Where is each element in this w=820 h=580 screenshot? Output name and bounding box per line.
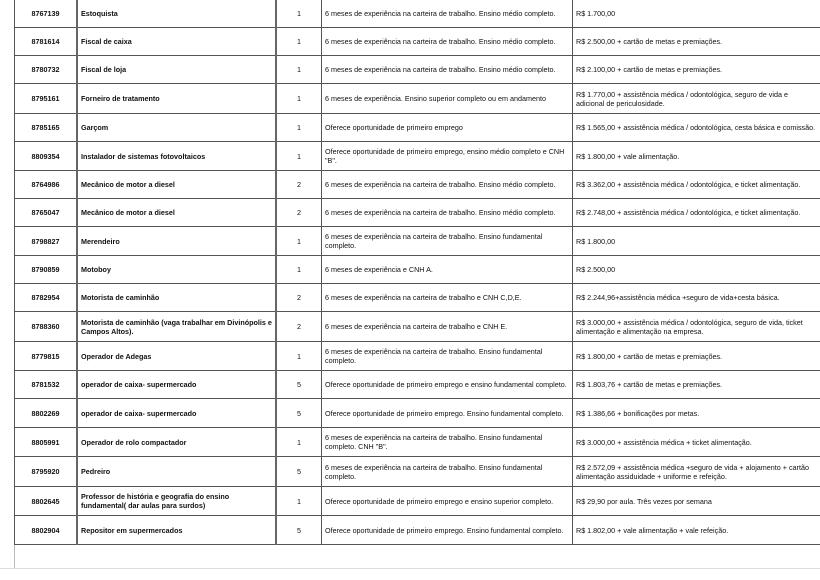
left-margin <box>0 0 15 568</box>
requirements: 6 meses de experiência na carteira de trabalho. Ensino médio completo. <box>322 171 573 199</box>
job-title: Mecânico de motor a diesel <box>77 199 276 227</box>
job-code: 8809354 <box>15 142 78 171</box>
salary-benefits: R$ 1.700,00 <box>573 0 820 28</box>
job-title: Estoquista <box>77 0 276 28</box>
requirements: Oferece oportunidade de primeiro emprego, ensino médio completo e CNH "B". <box>322 142 573 171</box>
vacancy-count: 1 <box>276 0 322 28</box>
salary-benefits: R$ 2.244,96+assistência médica +seguro de vida+cesta básica. <box>573 284 820 312</box>
vacancy-count: 1 <box>276 487 322 516</box>
table-row <box>15 256 820 284</box>
requirements: Oferece oportunidade de primeiro emprego. Ensino fundamental completo. <box>322 516 573 545</box>
table-row <box>15 284 820 312</box>
job-code: 8788360 <box>15 312 78 342</box>
job-code: 8795161 <box>15 84 78 114</box>
requirements: Oferece oportunidade de primeiro emprego e ensino fundamental completo. <box>322 371 573 399</box>
salary-benefits: R$ 2.100,00 + cartão de metas e premiações. <box>573 56 820 84</box>
requirements: 6 meses de experiência e CNH A. <box>322 256 573 284</box>
requirements: Oferece oportunidade de primeiro emprego. Ensino fundamental completo. <box>322 399 573 428</box>
vacancy-count: 2 <box>276 199 322 227</box>
job-title: Motorista de caminhão (vaga trabalhar em Divinópolis e Campos Altos). <box>77 312 276 342</box>
salary-benefits: R$ 3.000,00 + assistência médica + ticket alimentação. <box>573 428 820 457</box>
requirements: 6 meses de experiência na carteira de trabalho. Ensino médio completo. <box>322 199 573 227</box>
table-row <box>15 312 820 342</box>
job-title: Mecânico de motor a diesel <box>77 171 276 199</box>
job-code: 8798827 <box>15 227 78 256</box>
job-title: Garçom <box>77 114 276 142</box>
job-title: Professor de história e geografia do ensino fundamental( dar aulas para surdos) <box>77 487 276 516</box>
job-code: 8781614 <box>15 28 78 56</box>
table-row <box>15 371 820 399</box>
table-row <box>15 28 820 56</box>
job-title: Fiscal de loja <box>77 56 276 84</box>
vacancy-count: 5 <box>276 399 322 428</box>
job-code: 8779815 <box>15 342 78 371</box>
table-row <box>15 199 820 227</box>
table-row <box>15 399 820 428</box>
job-code: 8785165 <box>15 114 78 142</box>
table-row <box>15 516 820 545</box>
job-title: Motoboy <box>77 256 276 284</box>
job-title: operador de caixa- supermercado <box>77 399 276 428</box>
job-title: operador de caixa- supermercado <box>77 371 276 399</box>
requirements: 6 meses de experiência na carteira de trabalho. Ensino médio completo. <box>322 56 573 84</box>
vacancy-count: 1 <box>276 428 322 457</box>
vacancy-count: 1 <box>276 28 322 56</box>
vacancy-count: 1 <box>276 256 322 284</box>
job-code: 8767139 <box>15 0 78 28</box>
job-code: 8764986 <box>15 171 78 199</box>
table-row <box>15 428 820 457</box>
table-row <box>15 342 820 371</box>
salary-benefits: R$ 1.802,00 + vale alimentação + vale refeição. <box>573 516 820 545</box>
job-title: Forneiro de tratamento <box>77 84 276 114</box>
requirements: 6 meses de experiência na carteira de trabalho. Ensino médio completo. <box>322 0 573 28</box>
job-title: Instalador de sistemas fotovoltaicos <box>77 142 276 171</box>
table-bottom-rule <box>0 568 820 569</box>
salary-benefits: R$ 2.748,00 + assistência médica / odontológica, e ticket alimentação. <box>573 199 820 227</box>
salary-benefits: R$ 1.803,76 + cartão de metas e premiações. <box>573 371 820 399</box>
requirements: 6 meses de experiência na carteira de trabalho e CNH E. <box>322 312 573 342</box>
vacancy-count: 5 <box>276 457 322 487</box>
salary-benefits: R$ 29,90 por aula. Três vezes por semana <box>573 487 820 516</box>
requirements: 6 meses de experiência na carteira de trabalho e CNH C,D,E. <box>322 284 573 312</box>
requirements: 6 meses de experiência. Ensino superior completo ou em andamento <box>322 84 573 114</box>
job-code: 8802904 <box>15 516 78 545</box>
job-title: Operador de Adegas <box>77 342 276 371</box>
job-code: 8782954 <box>15 284 78 312</box>
requirements: 6 meses de experiência na carteira de trabalho. Ensino médio completo. <box>322 28 573 56</box>
vacancy-count: 1 <box>276 84 322 114</box>
job-listings-table <box>14 0 820 545</box>
vacancy-count: 5 <box>276 371 322 399</box>
job-title: Repositor em supermercados <box>77 516 276 545</box>
requirements: 6 meses de experiência na carteira de trabalho. Ensino fundamental completo. <box>322 457 573 487</box>
requirements: 6 meses de experiência na carteira de trabalho. Ensino fundamental completo. CNH "B". <box>322 428 573 457</box>
table-row <box>15 0 820 28</box>
table-row <box>15 227 820 256</box>
job-code: 8795920 <box>15 457 78 487</box>
job-code: 8805991 <box>15 428 78 457</box>
table-row <box>15 142 820 171</box>
vacancy-count: 5 <box>276 516 322 545</box>
job-title: Operador de rolo compactador <box>77 428 276 457</box>
salary-benefits: R$ 2.500,00 + cartão de metas e premiações. <box>573 28 820 56</box>
vacancy-count: 1 <box>276 227 322 256</box>
salary-benefits: R$ 2.572,09 + assistência médica +seguro de vida + alojamento + cartão alimentação assiduidade + uniforme e refeição. <box>573 457 820 487</box>
table-row <box>15 114 820 142</box>
requirements: Oferece oportunidade de primeiro emprego <box>322 114 573 142</box>
vacancy-count: 1 <box>276 342 322 371</box>
job-code: 8802645 <box>15 487 78 516</box>
table-row <box>15 487 820 516</box>
job-code: 8781532 <box>15 371 78 399</box>
vacancy-count: 1 <box>276 56 322 84</box>
table-row <box>15 84 820 114</box>
table-row <box>15 171 820 199</box>
job-code: 8765047 <box>15 199 78 227</box>
vacancy-count: 1 <box>276 142 322 171</box>
job-code: 8802269 <box>15 399 78 428</box>
job-code: 8790859 <box>15 256 78 284</box>
salary-benefits: R$ 1.800,00 <box>573 227 820 256</box>
job-title: Pedreiro <box>77 457 276 487</box>
salary-benefits: R$ 3.362,00 + assistência médica / odontológica, e ticket alimentação. <box>573 171 820 199</box>
requirements: 6 meses de experiência na carteira de trabalho. Ensino fundamental completo. <box>322 342 573 371</box>
salary-benefits: R$ 3.000,00 + assistência médica / odontológica, seguro de vida, ticket alimentação e alimentação na empresa. <box>573 312 820 342</box>
table-row <box>15 56 820 84</box>
table-row <box>15 457 820 487</box>
job-title: Fiscal de caixa <box>77 28 276 56</box>
salary-benefits: R$ 2.500,00 <box>573 256 820 284</box>
salary-benefits: R$ 1.770,00 + assistência médica / odontológica, seguro de vida e adicional de periculosidade. <box>573 84 820 114</box>
salary-benefits: R$ 1.800,00 + cartão de metas e premiações. <box>573 342 820 371</box>
job-title: Merendeiro <box>77 227 276 256</box>
vacancy-count: 2 <box>276 171 322 199</box>
requirements: 6 meses de experiência na carteira de trabalho. Ensino fundamental completo. <box>322 227 573 256</box>
job-title: Motorista de caminhão <box>77 284 276 312</box>
requirements: Oferece oportunidade de primeiro emprego e ensino superior completo. <box>322 487 573 516</box>
vacancy-count: 2 <box>276 312 322 342</box>
vacancy-count: 1 <box>276 114 322 142</box>
salary-benefits: R$ 1.800,00 + vale alimentação. <box>573 142 820 171</box>
vacancy-count: 2 <box>276 284 322 312</box>
salary-benefits: R$ 1.386,66 + bonificações por metas. <box>573 399 820 428</box>
salary-benefits: R$ 1.565,00 + assistência médica / odontológica, cesta básica e comissão. <box>573 114 820 142</box>
job-code: 8780732 <box>15 56 78 84</box>
